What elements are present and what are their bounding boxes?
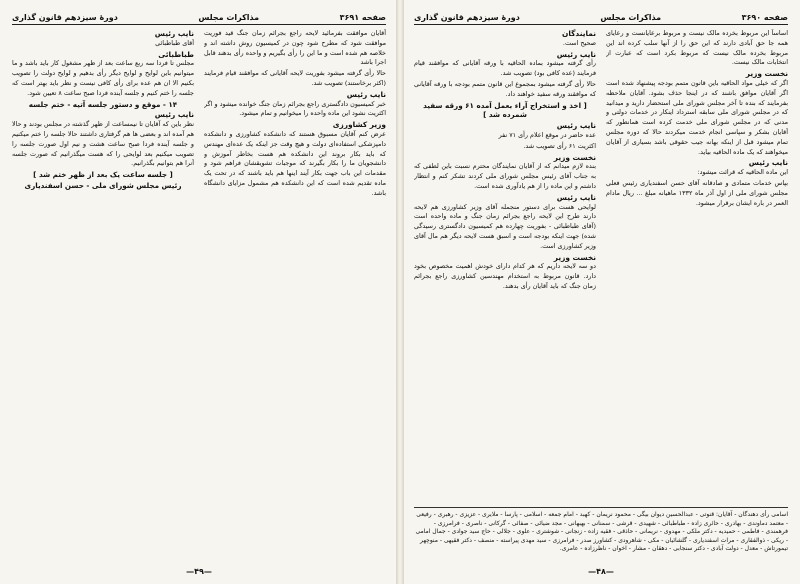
section-heading: [ جلسه ساعت یک بعد از ظهر ختم شد ] (33, 170, 173, 180)
paragraph: آقایان موافقت بفرمائید لایحه راجع بجرائم زمان جنگ قید فوریت موافقت شود که مطرح شود چون در کمیسیون روش داشته اند و خلاصه هم شده است و ما این را رأی بگیریم و واحده رأی بدهند قابل اجرا باشد (204, 29, 386, 67)
speaker-name: نایب رئیس (154, 110, 194, 120)
paragraph: عده حاضر در موقع اعلام رأی ۷۱ نفر (498, 130, 596, 139)
speaker-name: نمایندگان (562, 29, 596, 38)
speaker-name: نخست وزیر (745, 69, 788, 79)
paragraph: خبر کمیسیون دادگستری راجع بجرائم زمان جنگ خوانده میشود و اگر اکثریت نشود این ماده واحده را میخوانیم و تمام میشود. (204, 99, 386, 118)
speaker-name: نایب رئیس (556, 192, 596, 202)
speaker-name: نایب رئیس (154, 29, 194, 38)
left-page-number-label: صفحه ۳۶۹۱ (339, 12, 386, 22)
right-page (402, 0, 800, 584)
left-page (0, 0, 398, 584)
right-page-columns (414, 29, 788, 449)
paragraph: آقای طباطبائی (155, 38, 194, 47)
left-page-header-center: مذاکرات مجلس (198, 12, 260, 22)
paragraph: حالا رأی گرفته میشود بفوریت لایحه آقایانی که موافقند قیام فرمایند (اکثر برخاستند) تصویب شد. (204, 69, 386, 87)
left-page-header (12, 10, 386, 25)
paragraph: حالا رأی گرفته میشود بمجموع این قانون متمم بودجه با ورقه آقایانی که موافقند ورقه سفید خواهند داد. (414, 79, 596, 98)
paragraph: رأی گرفته میشود بماده الحاقیه با ورقه آقایانی که موافقند قیام فرمایند (عده کافی بود) تصویب شد. (414, 59, 596, 78)
right-page-header-title: دورهٔ سیزدهم قانون گذاری (414, 12, 520, 22)
speaker-name: طباطبائی (158, 49, 194, 59)
right-page-header (414, 10, 788, 25)
paragraph: دو سه لایحه داریم که هر کدام دارای خودش اهمیت مخصوص بخود دارد. قانون مربوط به استخدام مهندسین کشاورزی راجع بجرائم زمان جنگ که باید آقایان رأی بدهند. (414, 262, 596, 290)
right-page-number-label: صفحه ۳۶۹۰ (741, 12, 788, 22)
paragraph: صحیح است. (562, 38, 596, 47)
paragraph: اگر که خیلی مواد الحاقیه باین قانون متمم بودجه پیشنهاد شده است اگر آقایان موافق باشند که در اینجا حذف بشود. آقایان ملاحظه بفرمایند که بنده تا آخر مجلس شورای ملی استحضار دارید و میدانید که در مجلس شورای ملی سابقه استرداد اینکار در خدمات دولتی و مدنی که در مجلس شورای ملی خدمت کرده است همانطور که آقایان بشکر و سپاسی انجام خدمت میکردند حالا که دوره مجلس تمام میشود قبل از اینکه بهانه جیب حقوقی باشد بسیاری از آقایان میخواهند که یک ماده الحاقیه بیاید. (606, 78, 788, 156)
speaker-name: نخست وزیر (553, 152, 596, 162)
speaker-name: نایب رئیس (346, 89, 386, 99)
speaker-name: نایب رئیس (748, 158, 788, 168)
speaker-name: نایب رئیس (556, 121, 596, 131)
right-page-header-center: مذاکرات مجلس (600, 12, 662, 22)
left-page-header-title: دورهٔ سیزدهم قانون گذاری (12, 12, 118, 22)
paragraph: عرض کنم آقایان مسبوق هستند که دانشکده کشاورزی و دانشکده دامپزشکی استفاده‌ای دولت و هیچ وقت جز اینکه یک عده‌ای مهندس که باید بکار بروند این دانشکده هم هست بخاطر آموزش و دانشجویان ما را بکار بگیرند که موجبات تشویقشان فراهم شود و مقدمات این باب جهت بکار آیند اینها هم باید باشند که در تحت یک ماده تقدیم شده است که این دانشکده هم مشمول مزایای دانشگاه باشد. (204, 129, 386, 197)
paragraph: اکثریت ۶۱ رأی تصویب شد. (523, 141, 596, 150)
paragraph: این ماده الحاقیه که قرائت میشود: (697, 168, 788, 177)
paragraph: نظر باین که آقایان تا نیمساعت از ظهر گذشته در مجلس بودند و حالا هم آمده اند و بعضی ها هم گرفتاری داشتند حالا جلسه را ختم میکنیم و جلسه آینده فردا صبح ساعت هشت و نیم اول صورت جلسه را تصویب میکنیم بعد لوایحی را که هست میگذرانیم که صورت جلسه آنرا هم بتوانیم بگذرانیم. (12, 120, 194, 168)
right-page-footer-number: —۴۸— (588, 567, 614, 576)
left-page-columns (12, 29, 386, 499)
paragraph: بنده لازم میدانم که از آقایان نمایندگان محترم نسبت باین لطفی که به جناب آقای رئیس مجلس شورای ملی کردند تشکر کنم و انتظار داشتم و این ماده را از هم یادآوری شده است. (414, 162, 596, 190)
right-page-footnote: اسامی رأی دهندگان - آقایان: قنوتی - عبدالحسین دیوان بیگی - محمود نریمان - کهبد - امام جمعه - اسلامی - پارسا - ملایری - عزیزی - رهبری - رفیعی - معتمد دماوندی - بهادری - حائری زاده - طباطبائی - شهیدی - قرشی - سمنانی - بهبهانی - مجد ضیائی - صفائی - گرکانی - ناصری - فرامرزی - فرهمندی - فاطمی - حمیدیه - دکتر ملکی - مهدوی - نریمانی - حاذقی - فقیه زاده - زنجانی - شوشتری - علوی - جلالی - حاج سید جوادی - جمال امامی - ریکی - ذوالفقاری - مرات اسفندیاری - گلشائیان - مکی - شاهرودی - کشاورز صدر - فرامرزی - سید مهدی پیراسته - منصف - دکتر فقیهی - منوچهر تیمورتاش - معدل - دولت آبادی - دکتر سنجابی - دهقان - مشار - اخوان - ناظرزاده - عامری. (414, 507, 788, 554)
paragraph: اساساً این مربوط بخرده مالک نیست و مربوط برعایانست و رعایای همه جا حق آبادی دارند که این حق را از آنها سلب کرده اند این مربوط بخرده مالک نیست که مربوط بکرد است که عبارت از انتخابات مالک نیست. (606, 29, 788, 67)
section-heading: رئیس مجلس شورای ملی - حسن اسفندیاری (24, 180, 182, 190)
speaker-name: نخست وزیر (553, 252, 596, 262)
speaker-name: وزیر کشاورزی (332, 120, 386, 130)
paragraph: بپاس خدمات متمادی و صادقانه آقای حسن اسفندیاری رئیس فعلی مجلس شورای ملی از اول آذر ماه ۱۳۳۲ ماهیانه مبلغ ... ریال مادام العمر در باره ایشان برقرار میشود. (606, 178, 788, 207)
left-page-right-column (204, 29, 386, 499)
paragraph: لوایحی هست برای دستور منجمله آقای وزیر کشاورزی هم لایحه دارند طرح این لایحه راجع بجرائم زمان جنگ و ماده واحده است (آقای طباطبائی - بفوریت چهارده هم کمیسیون دادگستری رسیدگی شده) جهت اینکه بودجه است و اسبق هست لایحه دیگر هم مال آقای وزیر کشاورزی است. (414, 202, 596, 250)
speaker-name: نایب رئیس (556, 49, 596, 59)
paragraph: مجلس تا فردا سه ربع ساعت بعد از ظهر مشغول کار باید باشد و ما میتوانیم باین لوایح و لوایح دیگر رأی بدهیم و لوایح دولت را تصویب بکنیم الا ان هم عده برای رأی کافی نیست و نظر باید بهتر است که جلسه را ختم کنیم و جلسه آینده فردا صبح ساعت ۸ تعیین شود. (12, 59, 194, 97)
right-page-left-column (414, 29, 596, 449)
section-heading: [ اخذ و استخراج آراء بعمل آمده ۶۱ ورقه سفید شمرده شد ] (423, 100, 587, 120)
left-page-footer-number: —۴۹— (186, 567, 212, 576)
left-page-left-column (12, 29, 194, 499)
section-heading: ۱۴ - موقع و دستور جلسه آتیه - ختم جلسه (28, 99, 178, 109)
right-page-right-column (606, 29, 788, 449)
